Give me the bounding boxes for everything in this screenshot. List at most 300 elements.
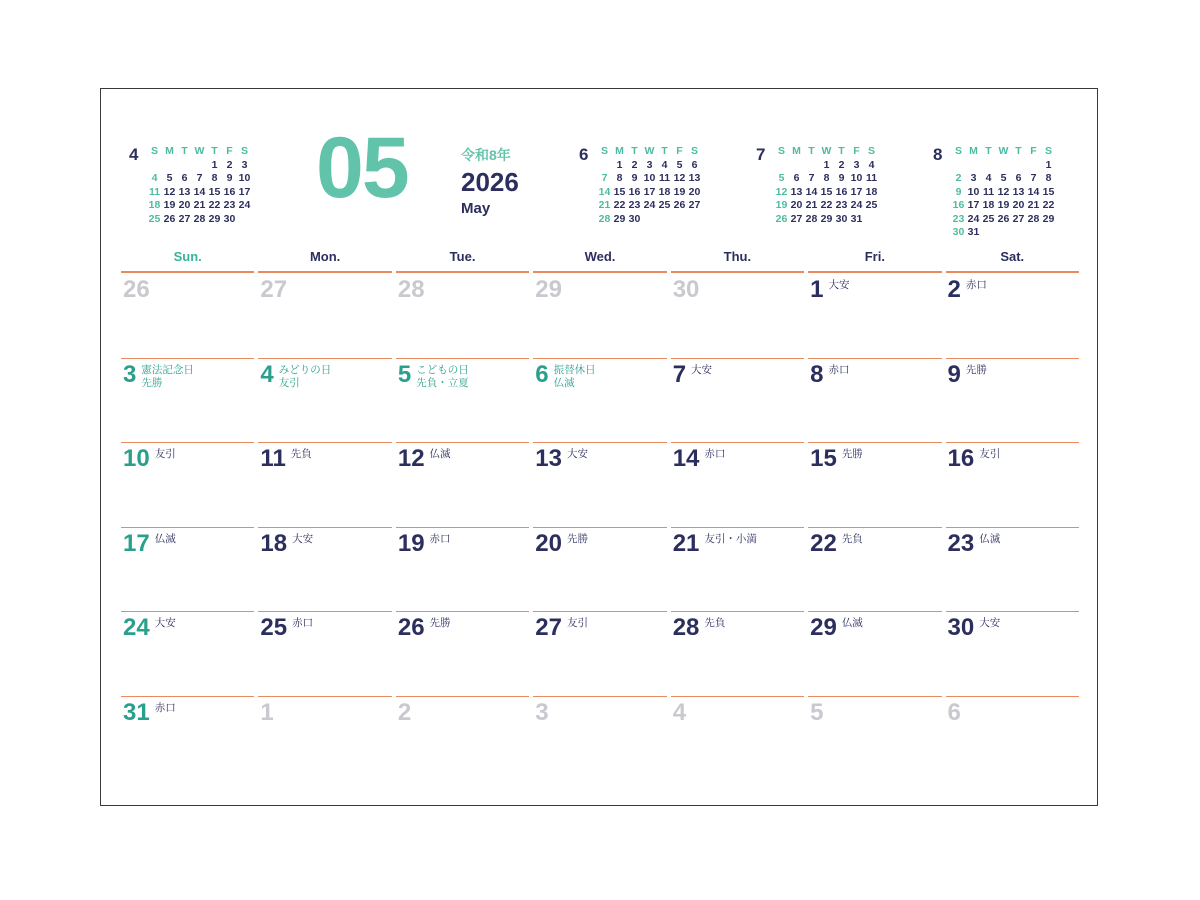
mini-day-cell: 25 bbox=[658, 199, 671, 211]
year-label: 2026 bbox=[461, 167, 519, 197]
calendar-week-row bbox=[121, 696, 1079, 781]
mini-day-cell: 9 bbox=[226, 172, 233, 184]
mini-day-cell: 23 bbox=[952, 212, 965, 225]
mini-day-cell: 6 bbox=[691, 158, 698, 171]
holiday-label: こどもの日 bbox=[416, 363, 469, 376]
day-notes bbox=[966, 363, 987, 377]
day-notes bbox=[842, 532, 863, 546]
day-number: 1 bbox=[260, 698, 274, 726]
rokuyo-label: 大安 bbox=[292, 532, 314, 545]
mini-day-cell: 5 bbox=[676, 158, 683, 171]
rokuyo-label: 大安 bbox=[828, 279, 850, 291]
mini-month-label: 8 bbox=[933, 145, 943, 164]
day-notes bbox=[554, 363, 596, 390]
day-number: 28 bbox=[672, 614, 700, 641]
day-notes bbox=[155, 616, 176, 630]
mini-day-cell: 1 bbox=[211, 158, 218, 171]
mini-day-cell: 14 bbox=[598, 185, 611, 198]
mini-dow-header: S bbox=[600, 145, 608, 157]
calendar-day-cell[interactable] bbox=[946, 442, 1079, 527]
day-number: 11 bbox=[260, 445, 286, 472]
day-number: 2 bbox=[947, 276, 961, 303]
day-notes bbox=[292, 532, 313, 546]
calendar-day-cell[interactable] bbox=[121, 527, 254, 612]
rokuyo-label: 先勝 bbox=[141, 376, 163, 389]
mini-day-cell: 6 bbox=[793, 172, 800, 184]
rokuyo-label: 赤口 bbox=[154, 701, 176, 714]
mini-day-cell bbox=[981, 226, 996, 240]
mini-month-label: 6 bbox=[579, 145, 589, 164]
mini-day-cell: 9 bbox=[955, 185, 962, 198]
day-number: 19 bbox=[397, 529, 425, 557]
day-number: 18 bbox=[260, 529, 288, 557]
mini-day-cell: 26 bbox=[997, 212, 1010, 225]
day-number: 30 bbox=[947, 614, 975, 641]
calendar-day-cell[interactable] bbox=[258, 442, 391, 527]
rokuyo-label: 大安 bbox=[691, 363, 713, 376]
mini-day-cell bbox=[687, 213, 702, 227]
day-notes bbox=[842, 447, 863, 461]
mini-day-cell: 22 bbox=[613, 199, 626, 211]
mini-day-cell bbox=[1041, 226, 1056, 240]
mini-calendar-august bbox=[933, 145, 1056, 240]
mini-dow-header: T bbox=[808, 145, 815, 157]
day-notes bbox=[291, 447, 312, 461]
mini-day-cell: 8 bbox=[616, 172, 623, 184]
mini-month-label: 7 bbox=[756, 145, 766, 164]
rokuyo-label: 仏滅 bbox=[841, 617, 863, 629]
mini-day-cell: 15 bbox=[613, 185, 626, 198]
rokuyo-label: 友引 bbox=[278, 376, 300, 389]
calendar-body bbox=[121, 273, 1079, 780]
mini-day-cell bbox=[996, 159, 1011, 173]
mini-day-cell: 18 bbox=[865, 185, 878, 198]
day-notes bbox=[704, 532, 757, 546]
mini-day-cell: 1 bbox=[1045, 158, 1052, 171]
mini-day-cell: 2 bbox=[838, 158, 845, 171]
mini-dow-header: S bbox=[240, 145, 248, 157]
mini-day-cell: 31 bbox=[967, 226, 980, 238]
calendar-day-cell[interactable] bbox=[258, 611, 391, 696]
calendar-day-cell[interactable] bbox=[671, 358, 804, 443]
mini-day-cell: 14 bbox=[1027, 185, 1040, 198]
day-number: 16 bbox=[947, 445, 975, 472]
day-number: 21 bbox=[672, 529, 700, 557]
mini-calendar-july bbox=[756, 145, 879, 226]
mini-day-cell: 25 bbox=[865, 199, 878, 211]
mini-day-cell: 15 bbox=[208, 185, 221, 198]
mini-calendar-table bbox=[147, 145, 252, 226]
mini-day-cell bbox=[804, 159, 819, 173]
day-number: 29 bbox=[535, 276, 562, 303]
mini-dow-header: T bbox=[181, 145, 188, 157]
day-notes bbox=[279, 363, 332, 390]
calendar-day-cell[interactable] bbox=[396, 611, 529, 696]
mini-day-cell: 30 bbox=[835, 212, 848, 225]
day-number: 12 bbox=[397, 445, 425, 472]
calendar-day-cell[interactable] bbox=[671, 611, 804, 696]
mini-day-cell: 10 bbox=[238, 172, 251, 184]
mini-day-cell: 9 bbox=[838, 172, 845, 184]
mini-day-cell: 19 bbox=[997, 199, 1010, 211]
mini-day-cell: 13 bbox=[178, 185, 191, 198]
mini-calendar-table bbox=[774, 145, 879, 226]
mini-dow-header: S bbox=[1044, 145, 1052, 157]
mini-dow-header: M bbox=[969, 145, 978, 157]
mini-day-cell: 3 bbox=[241, 158, 248, 171]
rokuyo-label: 赤口 bbox=[965, 279, 987, 291]
day-notes bbox=[567, 616, 588, 630]
day-number: 14 bbox=[672, 445, 700, 472]
day-notes bbox=[979, 616, 1000, 630]
day-notes bbox=[292, 616, 313, 630]
mini-dow-header: F bbox=[676, 145, 683, 157]
day-notes bbox=[979, 447, 1000, 461]
day-number: 5 bbox=[397, 360, 412, 388]
mini-day-cell: 17 bbox=[850, 185, 863, 198]
day-number: 29 bbox=[810, 614, 837, 641]
weekday-header-sat: Sat. bbox=[946, 249, 1079, 273]
calendar-day-cell[interactable] bbox=[396, 442, 529, 527]
calendar-day-cell[interactable] bbox=[258, 273, 391, 358]
era-year-label: 令和8年 bbox=[461, 147, 511, 163]
mini-day-cell bbox=[966, 159, 981, 173]
mini-day-cell bbox=[1011, 159, 1026, 173]
day-notes bbox=[567, 447, 588, 461]
rokuyo-label: 友引・小満 bbox=[704, 532, 757, 545]
mini-day-cell: 3 bbox=[970, 172, 977, 184]
rokuyo-label: 大安 bbox=[566, 448, 588, 460]
holiday-label: 憲法記念日 bbox=[141, 363, 194, 376]
mini-day-cell bbox=[237, 213, 252, 227]
day-number: 30 bbox=[672, 276, 700, 303]
rokuyo-label: 赤口 bbox=[292, 617, 314, 629]
day-notes bbox=[141, 363, 194, 390]
rokuyo-label: 先負・立夏 bbox=[416, 376, 469, 389]
calendar-day-cell[interactable] bbox=[946, 273, 1079, 358]
calendar-day-cell[interactable] bbox=[671, 527, 804, 612]
mini-day-cell: 29 bbox=[208, 212, 221, 225]
mini-day-cell bbox=[657, 213, 672, 227]
mini-day-cell: 27 bbox=[178, 212, 191, 225]
mini-day-cell bbox=[147, 159, 162, 173]
calendar-day-cell[interactable] bbox=[808, 696, 941, 781]
mini-day-cell: 23 bbox=[223, 199, 236, 211]
rokuyo-label: 先勝 bbox=[566, 532, 588, 545]
mini-day-cell bbox=[1026, 226, 1041, 240]
calendar-day-cell[interactable] bbox=[808, 442, 941, 527]
mini-day-cell: 18 bbox=[982, 199, 995, 211]
calendar-day-cell[interactable] bbox=[258, 358, 391, 443]
day-number: 9 bbox=[947, 360, 961, 388]
mini-day-cell: 11 bbox=[982, 185, 995, 198]
mini-day-cell: 3 bbox=[646, 158, 653, 171]
day-number: 27 bbox=[535, 614, 562, 641]
holiday-label: 振替休日 bbox=[553, 363, 596, 376]
rokuyo-label: 先負 bbox=[704, 617, 726, 629]
mini-day-cell: 26 bbox=[163, 212, 176, 225]
calendar-day-cell[interactable] bbox=[121, 273, 254, 358]
weekday-header-tue: Tue. bbox=[396, 249, 529, 273]
mini-day-cell: 24 bbox=[850, 199, 863, 211]
mini-dow-header: M bbox=[165, 145, 174, 157]
mini-day-cell bbox=[1011, 226, 1026, 240]
day-number: 3 bbox=[123, 360, 137, 388]
calendar-day-cell[interactable] bbox=[258, 527, 391, 612]
mini-day-cell: 28 bbox=[193, 212, 206, 225]
day-number: 28 bbox=[397, 276, 425, 303]
mini-day-cell: 10 bbox=[643, 172, 656, 184]
calendar-day-cell[interactable] bbox=[396, 358, 529, 443]
mini-day-cell bbox=[642, 213, 657, 227]
mini-day-cell: 13 bbox=[1012, 185, 1025, 198]
calendar-day-cell[interactable] bbox=[258, 696, 391, 781]
mini-day-cell bbox=[951, 159, 966, 173]
big-month-number: 05 bbox=[316, 120, 408, 216]
calendar-day-cell[interactable] bbox=[946, 358, 1079, 443]
mini-day-cell: 20 bbox=[178, 199, 191, 211]
mini-dow-header: W bbox=[194, 145, 205, 157]
mini-day-cell: 2 bbox=[955, 172, 962, 184]
day-notes bbox=[155, 701, 176, 715]
mini-day-cell: 16 bbox=[628, 185, 641, 198]
day-number: 15 bbox=[810, 445, 837, 472]
mini-calendar-june bbox=[579, 145, 702, 226]
day-notes bbox=[430, 532, 451, 546]
day-number: 20 bbox=[535, 529, 562, 557]
day-number: 8 bbox=[810, 360, 824, 388]
mini-dow-header: S bbox=[690, 145, 698, 157]
mini-day-cell: 29 bbox=[613, 212, 626, 225]
rokuyo-label: 赤口 bbox=[828, 363, 850, 376]
day-number: 22 bbox=[810, 529, 837, 557]
day-number: 2 bbox=[397, 698, 412, 726]
rokuyo-label: 大安 bbox=[154, 617, 176, 629]
mini-day-cell: 12 bbox=[673, 172, 686, 184]
calendar-day-cell[interactable] bbox=[121, 696, 254, 781]
mini-day-cell: 20 bbox=[790, 199, 803, 211]
mini-day-cell: 15 bbox=[820, 185, 833, 198]
rokuyo-label: 仏滅 bbox=[154, 532, 176, 545]
mini-day-cell: 30 bbox=[628, 212, 641, 225]
mini-day-cell bbox=[192, 159, 207, 173]
mini-day-cell: 21 bbox=[805, 199, 818, 211]
day-number: 6 bbox=[947, 698, 961, 726]
calendar-day-cell[interactable] bbox=[808, 273, 941, 358]
mini-day-cell: 17 bbox=[967, 199, 980, 211]
rokuyo-label: 赤口 bbox=[429, 532, 451, 545]
mini-day-cell: 9 bbox=[631, 172, 638, 184]
mini-dow-header: T bbox=[211, 145, 218, 157]
mini-day-cell: 31 bbox=[850, 212, 863, 225]
calendar-day-cell[interactable] bbox=[671, 442, 804, 527]
mini-day-cell: 26 bbox=[673, 199, 686, 211]
calendar-week-row bbox=[121, 611, 1079, 696]
mini-day-cell: 10 bbox=[850, 172, 863, 184]
calendar-day-cell[interactable] bbox=[533, 358, 666, 443]
mini-day-cell bbox=[177, 159, 192, 173]
calendar-day-cell[interactable] bbox=[396, 527, 529, 612]
mini-day-cell: 28 bbox=[805, 212, 818, 225]
day-notes bbox=[416, 363, 469, 390]
mini-dow-header: T bbox=[1015, 145, 1022, 157]
mini-day-cell bbox=[672, 213, 687, 227]
mini-dow-header: S bbox=[777, 145, 785, 157]
calendar-day-cell[interactable] bbox=[396, 696, 529, 781]
day-notes bbox=[828, 363, 849, 377]
calendar-day-cell[interactable] bbox=[533, 611, 666, 696]
mini-day-cell: 11 bbox=[658, 172, 671, 184]
weekday-header-fri: Fri. bbox=[808, 249, 941, 273]
mini-day-cell: 24 bbox=[967, 212, 980, 225]
mini-day-cell: 22 bbox=[208, 199, 221, 211]
day-number: 4 bbox=[672, 698, 687, 726]
mini-day-cell: 30 bbox=[223, 212, 236, 225]
mini-day-cell: 27 bbox=[688, 199, 701, 211]
mini-day-cell: 2 bbox=[631, 158, 638, 171]
mini-day-cell: 28 bbox=[598, 212, 611, 225]
mini-day-cell bbox=[789, 159, 804, 173]
day-notes bbox=[966, 278, 987, 292]
calendar-day-cell[interactable] bbox=[946, 611, 1079, 696]
mini-day-cell: 18 bbox=[658, 185, 671, 198]
mini-day-cell: 6 bbox=[181, 172, 188, 184]
mini-day-cell: 7 bbox=[601, 172, 608, 184]
mini-day-cell: 21 bbox=[1027, 199, 1040, 211]
mini-day-cell: 13 bbox=[688, 172, 701, 184]
mini-day-cell: 24 bbox=[238, 199, 251, 211]
mini-day-cell: 14 bbox=[805, 185, 818, 198]
mini-dow-header: W bbox=[821, 145, 832, 157]
day-number: 6 bbox=[535, 360, 549, 388]
day-notes bbox=[155, 532, 176, 546]
day-notes bbox=[155, 447, 176, 461]
rokuyo-label: 赤口 bbox=[704, 448, 726, 460]
calendar-day-cell[interactable] bbox=[533, 442, 666, 527]
calendar-day-cell[interactable] bbox=[533, 527, 666, 612]
rokuyo-label: 友引 bbox=[566, 617, 588, 629]
mini-day-cell: 16 bbox=[952, 199, 965, 211]
mini-day-cell bbox=[162, 159, 177, 173]
mini-day-cell bbox=[981, 159, 996, 173]
mini-day-cell: 24 bbox=[643, 199, 656, 211]
calendar-week-row bbox=[121, 273, 1079, 358]
mini-dow-header: T bbox=[838, 145, 845, 157]
rokuyo-label: 先勝 bbox=[965, 363, 987, 376]
day-notes bbox=[704, 616, 725, 630]
mini-day-cell: 6 bbox=[1015, 172, 1022, 184]
mini-day-cell: 16 bbox=[835, 185, 848, 198]
mini-day-cell: 1 bbox=[616, 158, 623, 171]
mini-dow-header: S bbox=[867, 145, 875, 157]
mini-day-cell: 28 bbox=[1027, 212, 1040, 225]
calendar-page bbox=[100, 88, 1098, 806]
calendar-grid bbox=[121, 249, 1079, 780]
day-number: 17 bbox=[123, 529, 150, 557]
mini-day-cell: 25 bbox=[982, 212, 995, 225]
calendar-day-cell[interactable] bbox=[671, 273, 804, 358]
mini-day-cell: 5 bbox=[1000, 172, 1007, 184]
calendar-day-cell[interactable] bbox=[396, 273, 529, 358]
mini-day-cell: 26 bbox=[775, 212, 788, 225]
mini-day-cell: 23 bbox=[835, 199, 848, 211]
calendar-day-cell[interactable] bbox=[533, 273, 666, 358]
rokuyo-label: 先勝 bbox=[429, 617, 451, 629]
rokuyo-label: 仏滅 bbox=[979, 532, 1001, 545]
calendar-day-cell[interactable] bbox=[533, 696, 666, 781]
rokuyo-label: 友引 bbox=[154, 448, 176, 460]
mini-dow-header: T bbox=[631, 145, 638, 157]
mini-dow-header: T bbox=[661, 145, 668, 157]
mini-dow-header: M bbox=[615, 145, 624, 157]
mini-day-cell: 3 bbox=[853, 158, 860, 171]
mini-day-cell bbox=[1026, 159, 1041, 173]
mini-day-cell: 23 bbox=[628, 199, 641, 211]
calendar-day-cell[interactable] bbox=[808, 527, 941, 612]
mini-day-cell: 14 bbox=[193, 185, 206, 198]
mini-day-cell: 1 bbox=[823, 158, 830, 171]
day-notes bbox=[979, 532, 1000, 546]
day-number: 26 bbox=[123, 276, 150, 303]
day-number: 1 bbox=[810, 276, 824, 303]
mini-day-cell: 11 bbox=[865, 172, 878, 184]
mini-dow-header: W bbox=[644, 145, 655, 157]
mini-day-cell: 27 bbox=[1012, 212, 1025, 225]
calendar-day-cell[interactable] bbox=[671, 696, 804, 781]
day-notes bbox=[828, 278, 849, 292]
calendar-day-cell[interactable] bbox=[121, 611, 254, 696]
mini-dow-header: M bbox=[792, 145, 801, 157]
calendar-day-cell[interactable] bbox=[121, 358, 254, 443]
mini-day-cell: 19 bbox=[163, 199, 176, 211]
mini-day-cell: 12 bbox=[775, 185, 788, 198]
calendar-day-cell[interactable] bbox=[808, 358, 941, 443]
calendar-day-cell[interactable] bbox=[121, 442, 254, 527]
rokuyo-label: 仏滅 bbox=[429, 448, 451, 460]
mini-day-cell: 22 bbox=[1042, 199, 1055, 211]
calendar-day-cell[interactable] bbox=[946, 696, 1079, 781]
rokuyo-label: 先負 bbox=[290, 448, 312, 460]
day-number: 7 bbox=[672, 360, 687, 388]
mini-day-cell: 12 bbox=[163, 185, 176, 198]
mini-dow-header: S bbox=[954, 145, 962, 157]
mini-dow-header: F bbox=[226, 145, 233, 157]
mini-day-cell: 25 bbox=[148, 212, 161, 225]
mini-calendar-table bbox=[951, 145, 1056, 240]
mini-day-cell: 7 bbox=[196, 172, 203, 184]
mini-day-cell: 21 bbox=[598, 199, 611, 211]
mini-day-cell: 18 bbox=[148, 199, 161, 211]
weekday-header-mon: Mon. bbox=[258, 249, 391, 273]
mini-day-cell: 8 bbox=[1045, 172, 1052, 184]
calendar-week-row bbox=[121, 527, 1079, 612]
day-notes bbox=[704, 447, 725, 461]
weekday-header-row bbox=[121, 249, 1079, 273]
mini-day-cell: 29 bbox=[820, 212, 833, 225]
mini-day-cell: 22 bbox=[820, 199, 833, 211]
mini-day-cell: 11 bbox=[148, 185, 161, 198]
mini-day-cell: 17 bbox=[643, 185, 656, 198]
mini-day-cell: 21 bbox=[193, 199, 206, 211]
calendar-day-cell[interactable] bbox=[946, 527, 1079, 612]
mini-day-cell: 4 bbox=[151, 172, 158, 184]
mini-dow-header: T bbox=[985, 145, 992, 157]
day-number: 3 bbox=[535, 698, 549, 726]
rokuyo-label: 先負 bbox=[841, 532, 863, 545]
weekday-header-thu: Thu. bbox=[671, 249, 804, 273]
mini-month-label: 4 bbox=[129, 145, 139, 164]
calendar-day-cell[interactable] bbox=[808, 611, 941, 696]
